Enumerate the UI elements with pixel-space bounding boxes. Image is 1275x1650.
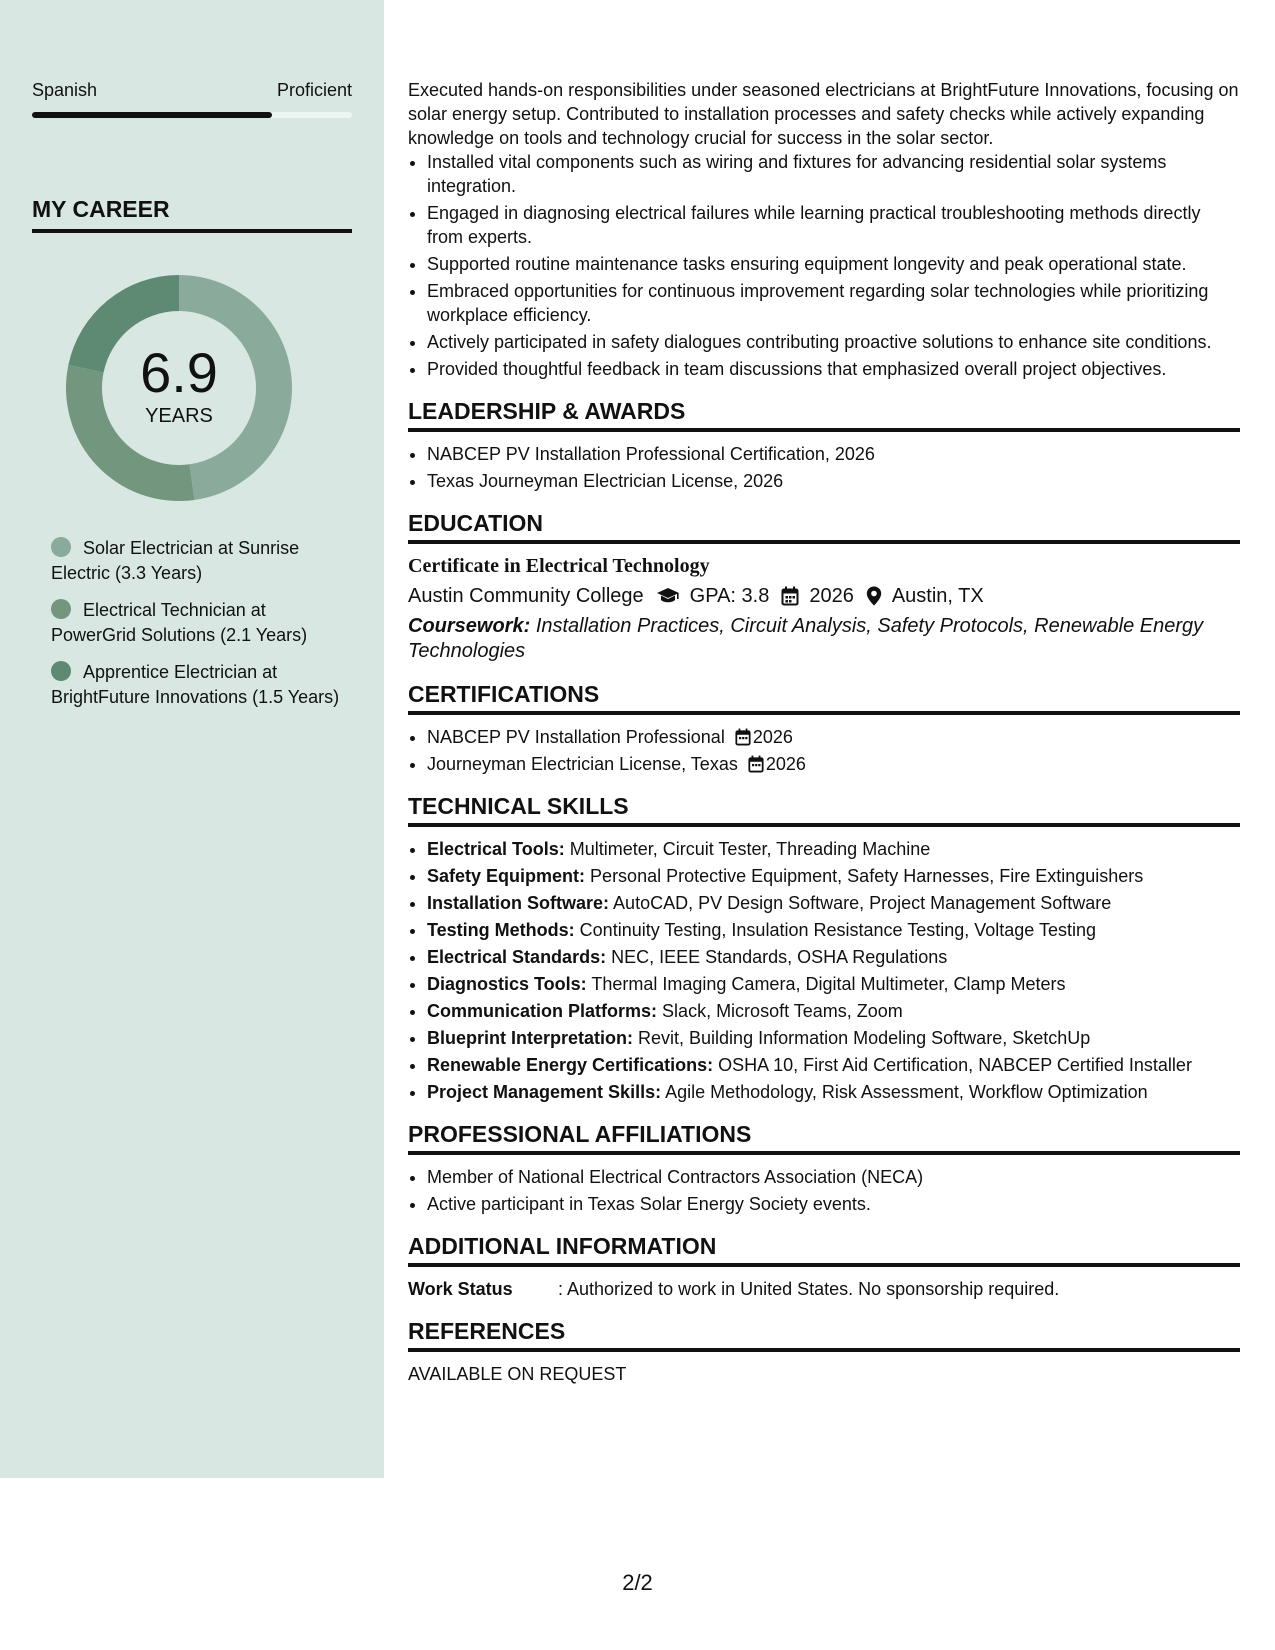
certifications-list: [408, 725, 1240, 776]
leadership-heading: LEADERSHIP & AWARDS: [408, 399, 1240, 432]
skill-value: Slack, Microsoft Teams, Zoom: [662, 1001, 903, 1021]
education-details: [408, 584, 1240, 608]
list-item: • NABCEP PV Installation Professional Certification, 2026: [427, 442, 1240, 466]
skill-label: Testing Methods:: [427, 920, 575, 940]
coursework-list: Installation Practices, Circuit Analysis, Safety Protocols, Renewable Energy Technologies: [408, 615, 1204, 662]
list-item: [427, 864, 1240, 888]
list-item: [427, 972, 1240, 996]
legend-label: Apprentice Electrician at BrightFuture Innovations (1.5 Years): [51, 662, 340, 707]
skill-value: OSHA 10, First Aid Certification, NABCEP Certified Installer: [718, 1055, 1192, 1075]
career-total-years: 6.9: [140, 340, 218, 404]
list-item: [427, 752, 1240, 776]
skill-label: Renewable Energy Certifications:: [427, 1055, 714, 1075]
legend-dot: [51, 661, 71, 681]
location-pin-icon: [866, 586, 882, 606]
language-level: Proficient: [276, 80, 352, 100]
calendar-icon: [735, 728, 751, 746]
graduation-cap-icon: [656, 587, 680, 605]
skill-label: Communication Platforms:: [427, 1001, 658, 1021]
skill-label: Project Management Skills:: [427, 1082, 662, 1102]
list-item: • Engaged in diagnosing electrical failures while learning practical troubleshooting methods directly from experts.: [427, 201, 1240, 249]
list-item: [427, 1026, 1240, 1050]
language-name: Spanish: [32, 80, 98, 100]
skill-label: Blueprint Interpretation:: [427, 1028, 633, 1048]
list-item: • Provided thoughtful feedback in team discussions that emphasized overall project objectives.: [427, 357, 1240, 381]
skills-heading: TECHNICAL SKILLS: [408, 794, 1240, 827]
cert-year: 2026: [752, 727, 793, 747]
list-item: • Installed vital components such as wiring and fixtures for advancing residential solar systems integration.: [427, 150, 1240, 198]
list-item: • Texas Journeyman Electrician License, 2026: [427, 469, 1240, 493]
skill-value: Continuity Testing, Insulation Resistance Testing, Voltage Testing: [579, 920, 1096, 940]
list-item: • Embraced opportunities for continuous improvement regarding solar technologies while prioritizing workplace efficiency.: [427, 279, 1240, 327]
calendar-icon: [748, 755, 764, 773]
page-number: 2/2: [622, 1570, 653, 1595]
list-item: • Actively participated in safety dialogues contributing proactive solutions to enhance site conditions.: [427, 330, 1240, 354]
education-gpa: GPA: 3.8: [689, 585, 770, 607]
list-item: [427, 725, 1240, 749]
list-item: • Member of National Electrical Contractors Association (NECA): [427, 1165, 1240, 1189]
education-heading: EDUCATION: [408, 511, 1240, 544]
skill-value: NEC, IEEE Standards, OSHA Regulations: [611, 947, 948, 967]
education-school: Austin Community College: [408, 585, 644, 607]
cert-name: Journeyman Electrician License, Texas: [427, 754, 738, 774]
list-item: • Active participant in Texas Solar Energy Society events.: [427, 1192, 1240, 1216]
education-degree: Certificate in Electrical Technology: [408, 555, 710, 577]
skills-list: [408, 837, 1240, 1104]
affiliations-heading: PROFESSIONAL AFFILIATIONS: [408, 1122, 1240, 1155]
career-donut-chart: [66, 275, 292, 501]
skill-value: Agile Methodology, Risk Assessment, Workflow Optimization: [665, 1082, 1148, 1102]
list-item: [427, 918, 1240, 942]
education-location: Austin, TX: [891, 585, 984, 607]
skill-label: Electrical Standards:: [427, 947, 607, 967]
work-status-label: Work Status: [408, 1279, 513, 1299]
work-status-value: : Authorized to work in United States. No sponsorship required.: [558, 1279, 1060, 1299]
list-item: [427, 891, 1240, 915]
experience-bullets: [408, 150, 1240, 381]
skill-label: Diagnostics Tools:: [427, 974, 587, 994]
references-heading: REFERENCES: [408, 1319, 1240, 1352]
work-status-row: [408, 1277, 1240, 1301]
list-item: [427, 1053, 1240, 1077]
additional-heading: ADDITIONAL INFORMATION: [408, 1234, 1240, 1267]
skill-value: AutoCAD, PV Design Software, Project Management Software: [613, 893, 1112, 913]
calendar-icon: [781, 586, 799, 606]
education-coursework: [408, 614, 1240, 664]
career-legend: [51, 536, 341, 722]
donut-center: [66, 275, 292, 501]
skill-value: Revit, Building Information Modeling Software, SketchUp: [638, 1028, 1091, 1048]
language-proficiency-bar: [32, 112, 352, 118]
list-item: [427, 999, 1240, 1023]
legend-item: [51, 598, 341, 648]
education-year: 2026: [809, 585, 854, 607]
legend-dot: [51, 537, 71, 557]
legend-dot: [51, 599, 71, 619]
certifications-heading: CERTIFICATIONS: [408, 682, 1240, 715]
language-row: [32, 80, 352, 101]
list-item: [427, 1080, 1240, 1104]
legend-item: [51, 660, 341, 710]
legend-label: Electrical Technician at PowerGrid Solutions (2.1 Years): [51, 600, 308, 645]
skill-label: Safety Equipment:: [427, 866, 586, 886]
list-item: [427, 837, 1240, 861]
legend-item: [51, 536, 341, 586]
cert-name: NABCEP PV Installation Professional: [427, 727, 725, 747]
legend-label: Solar Electrician at Sunrise Electric (3.3 Years): [51, 538, 300, 583]
skill-label: Installation Software:: [427, 893, 610, 913]
career-years-unit: YEARS: [145, 404, 213, 427]
main-content: [408, 78, 1240, 1386]
language-proficiency-fill: [32, 112, 272, 118]
skill-label: Electrical Tools:: [427, 839, 565, 859]
sidebar: [0, 0, 384, 1478]
coursework-label: Coursework:: [408, 615, 531, 637]
leadership-list: [408, 442, 1240, 493]
experience-summary: Executed hands-on responsibilities under seasoned electricians at BrightFuture Innovations, focusing on solar energy setup. Contributed to installation processes and safety checks while actively expanding knowledge on tools and technology crucial for success in the solar sector.: [408, 80, 1239, 148]
skill-value: Thermal Imaging Camera, Digital Multimeter, Clamp Meters: [591, 974, 1066, 994]
career-heading: MY CAREER: [32, 196, 352, 233]
cert-year: 2026: [765, 754, 806, 774]
list-item: [427, 945, 1240, 969]
skill-value: Personal Protective Equipment, Safety Harnesses, Fire Extinguishers: [590, 866, 1144, 886]
affiliations-list: [408, 1165, 1240, 1216]
list-item: • Supported routine maintenance tasks ensuring equipment longevity and peak operational state.: [427, 252, 1240, 276]
references-text: AVAILABLE ON REQUEST: [408, 1364, 627, 1384]
skill-value: Multimeter, Circuit Tester, Threading Machine: [569, 839, 931, 859]
